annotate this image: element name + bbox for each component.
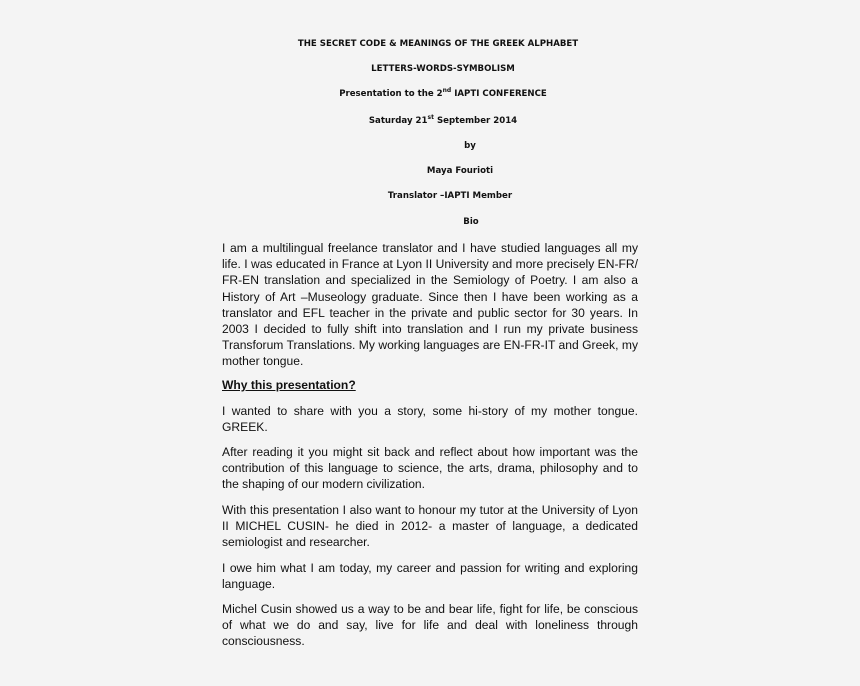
bio-label-text: Bio: [463, 217, 479, 227]
author-role-text: Translator –IAPTI Member: [387, 191, 513, 201]
presentation-ordinal: nd: [442, 87, 452, 94]
date-line: [0, 115, 860, 127]
by-text: by: [464, 141, 476, 151]
section-heading: Why this presentation?: [222, 378, 356, 392]
presentation-text: Presentation to the 2: [339, 89, 443, 99]
document-subtitle-text: LETTERS-WORDS-SYMBOLISM: [371, 64, 515, 74]
presentation-conference: IAPTI CONFERENCE: [451, 89, 547, 99]
bio-paragraph: I am a multilingual freelance translator and I have studied languages all my life. I was educated in France at Lyon II University and more precisely EN-FR/ FR-EN translation and specialized in the Semiology of Poetry. I am also a History of Art –Museology graduate. Since then I have been working as a translator and EFL teacher in the private and public sector for 30 years. In 2003 I decided to fully shift into translation and I run my private business Transforum Translations. My working languages are EN-FR-IT and Greek, my mother tongue.: [222, 241, 638, 369]
paragraph-michel-cusin: Michel Cusin showed us a way to be and bear life, fight for life, be conscious of what we do and say, live for life and deal with loneliness through consciousness.: [222, 602, 638, 649]
paragraph-owe-him: I owe him what I am today, my career and passion for writing and exploring language.: [222, 561, 638, 592]
author-name-text: Maya Fourioti: [426, 166, 494, 176]
paragraph-share-story: I wanted to share with you a story, some hi-story of my mother tongue. GREEK.: [222, 404, 638, 435]
document-title-text: THE SECRET CODE & MEANINGS OF THE GREEK ALPHABET: [297, 39, 579, 49]
date-month-year: September 2014: [433, 116, 518, 126]
date-text: Saturday 21: [368, 116, 428, 126]
author-role: [0, 190, 860, 202]
date-ordinal: st: [427, 114, 434, 121]
by-line: [0, 140, 860, 152]
author-name: [0, 165, 860, 177]
presentation-line: [0, 88, 860, 100]
paragraph-honour-tutor: With this presentation I also want to honour my tutor at the University of Lyon II MICHEL CUSIN- he died in 2012- a master of language, a dedicated semiologist and researcher.: [222, 503, 638, 550]
paragraph-reflect: After reading it you might sit back and reflect about how important was the contribution of this language to science, the arts, drama, philosophy and to the shaping of our modern civilization.: [222, 445, 638, 492]
bio-label: [0, 216, 860, 228]
document-title: [0, 38, 860, 50]
document-subtitle: [0, 63, 860, 75]
